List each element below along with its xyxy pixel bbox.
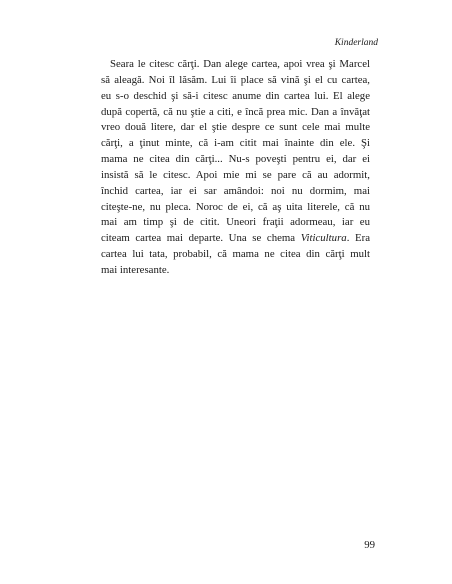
text-line: să aleagă. Noi îl lăsăm. Lui îi place să vină şi el cu cartea, — [101, 73, 370, 86]
text-line: după copertă, că nu ştie a citi, e încă prea mic. Dan a învăţat — [101, 105, 370, 118]
text-line: insistă să le citesc. Apoi mie mi se pare că au adormit, — [101, 168, 370, 181]
page-number: 99 — [364, 539, 375, 551]
text-line: mai am timp şi de citit. Uneori fraţii adormeau, iar eu — [101, 216, 370, 229]
running-head: Kinderland — [334, 38, 378, 48]
text-line: cartea lui tata, probabil, că mama ne citea din cărţi mult — [101, 248, 370, 261]
text-segment: . Era — [346, 232, 370, 245]
text-line: vreo două litere, dar el ştie despre ce sunt cele mai multe — [101, 121, 370, 134]
text-line: cărţi, a ţinut minte, că i-am citit mai înainte din ele. Şi — [101, 137, 370, 150]
text-line: mama ne citea din cărţi... Nu-s poveşti pentru ei, dar ei — [101, 153, 370, 166]
text-line: citeşte-ne, nu pleca. Noroc de ei, că aş uita literele, că nu — [101, 200, 370, 213]
text-line: eu s-o deschid şi să-i citesc anume din cartea lui. El alege — [101, 89, 370, 102]
text-line: mai interesante. — [101, 263, 170, 276]
body-paragraph — [101, 57, 370, 279]
text-segment: citeam cartea mai departe. Una se chema — [101, 232, 296, 245]
text-line: închid cartea, iar ei sar amândoi: noi nu dormim, mai — [101, 184, 370, 197]
text-line: Seara le citesc cărţi. Dan alege cartea, apoi vrea şi Marcel — [110, 58, 370, 70]
text-line-with-title — [101, 231, 370, 247]
book-title: Viticultura — [300, 232, 347, 245]
